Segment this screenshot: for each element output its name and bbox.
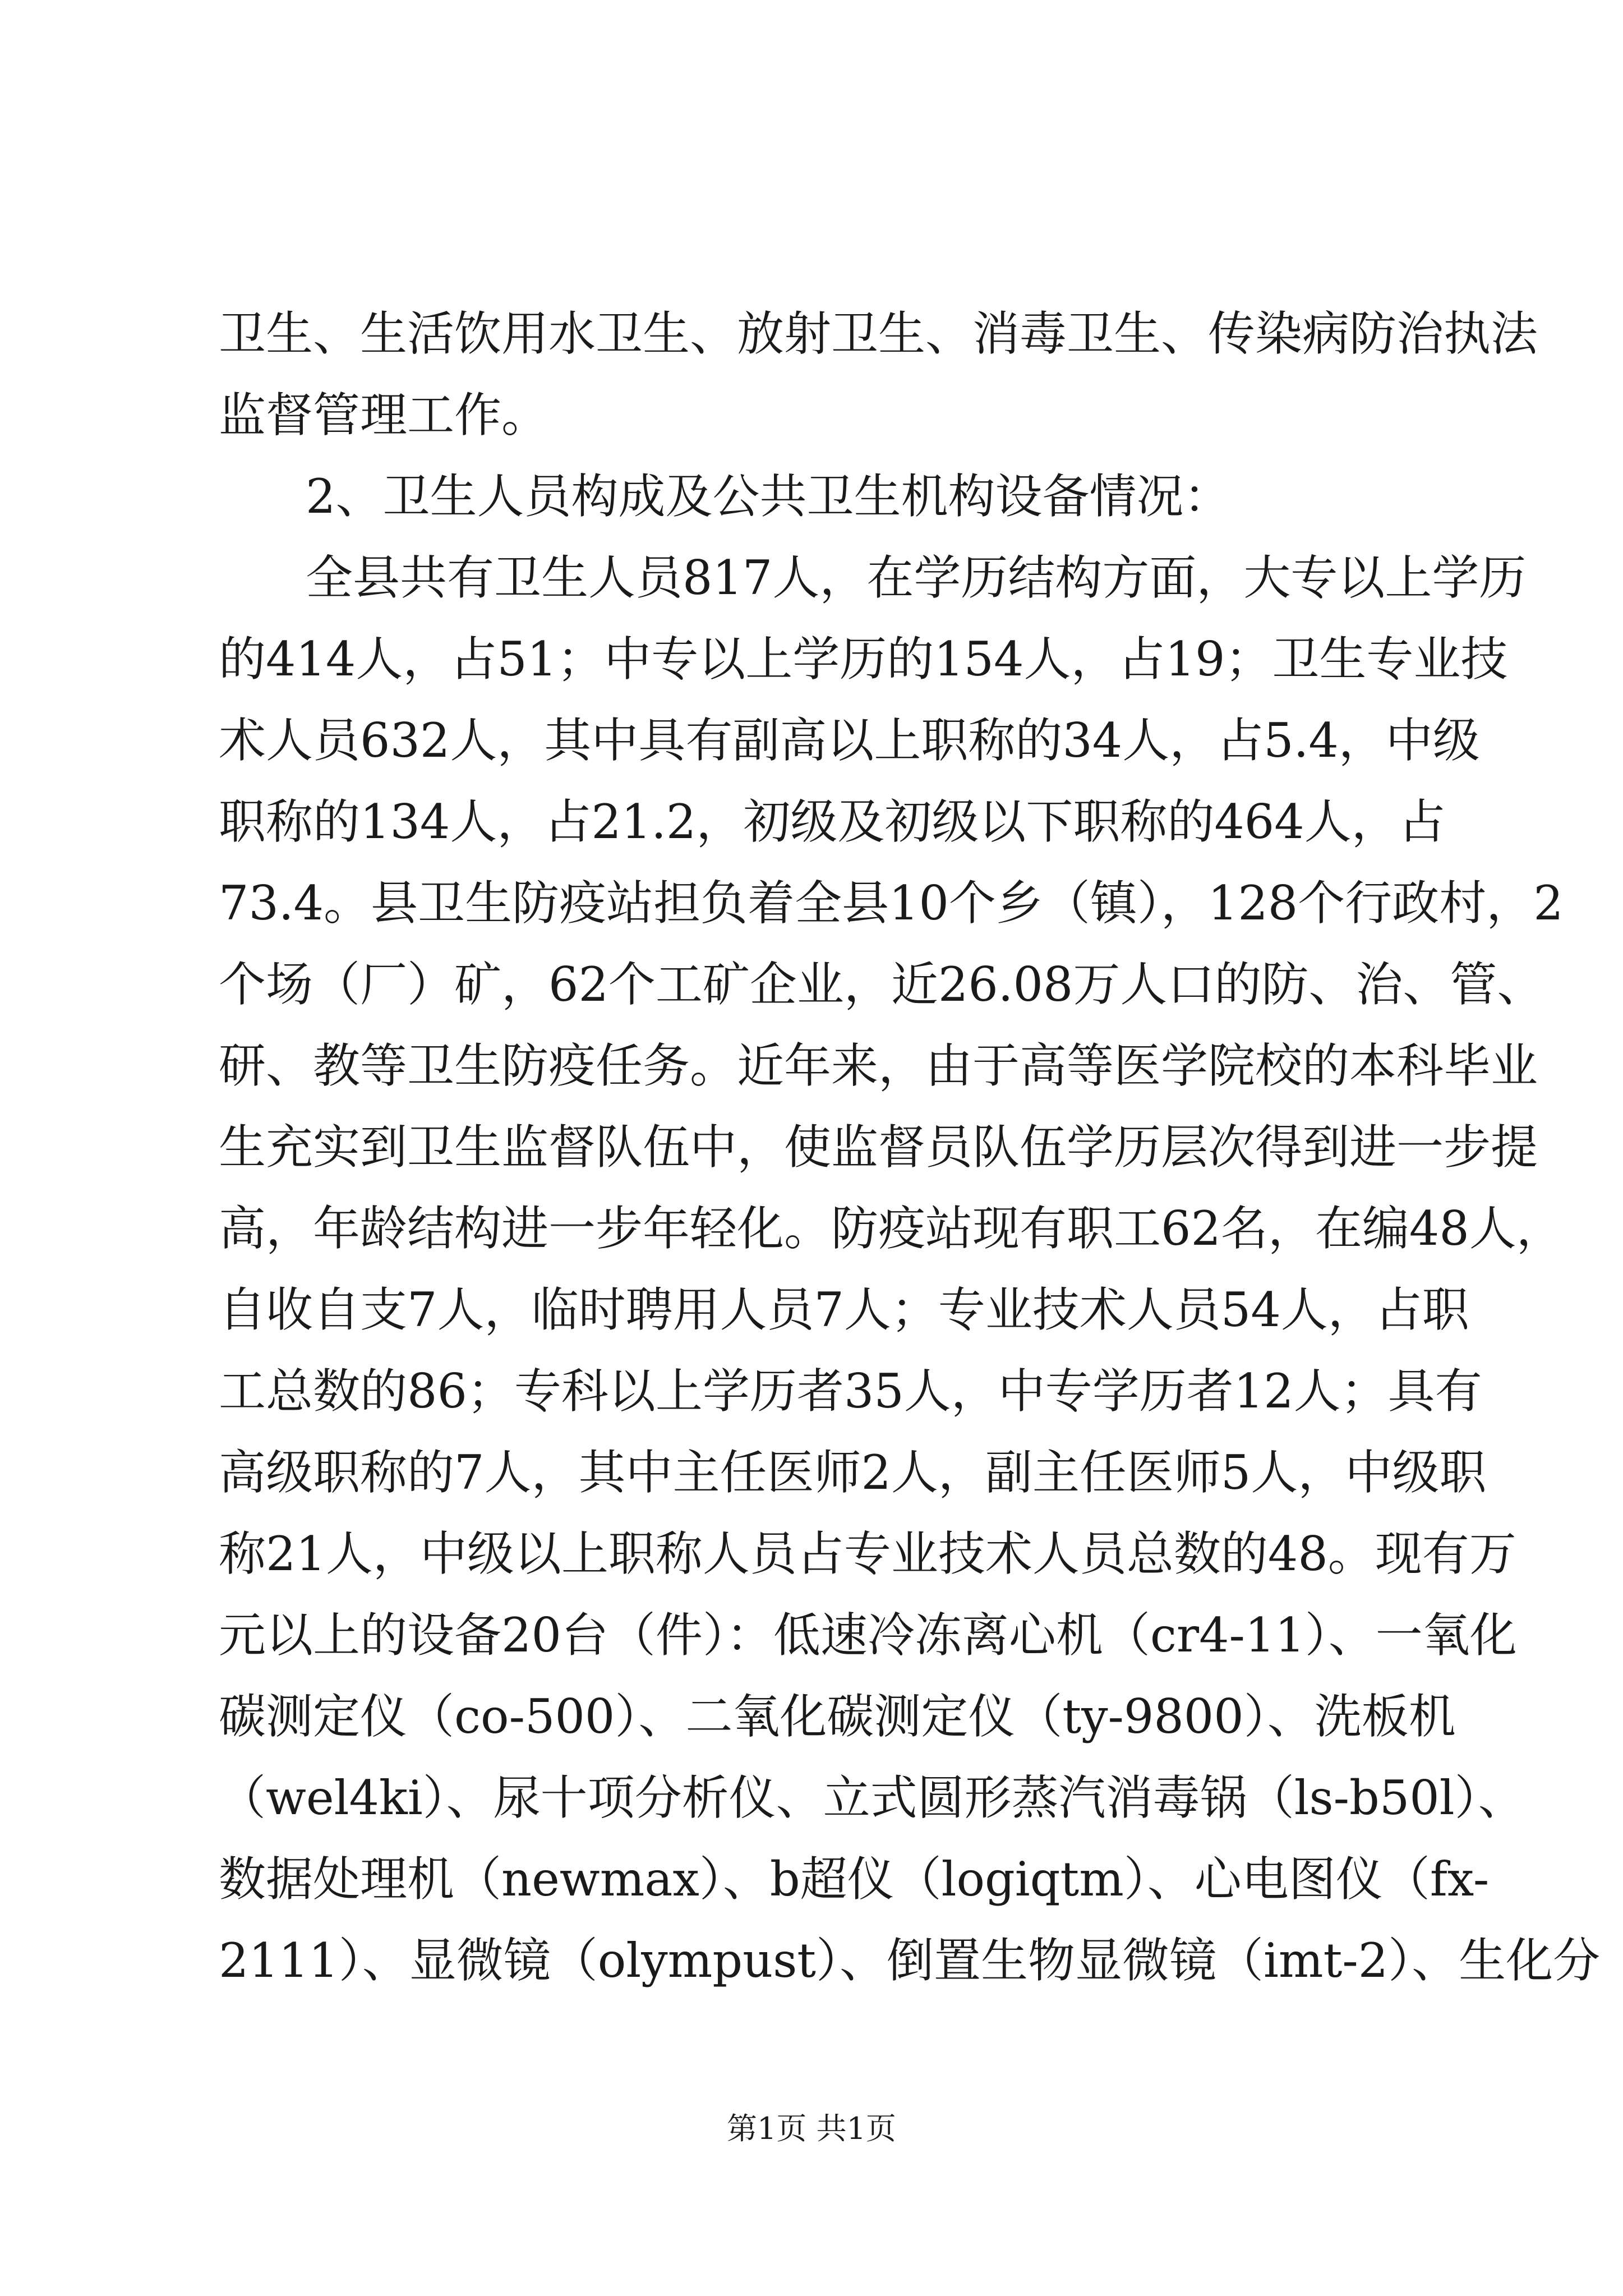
body-text-line: 2111）、显微镜（olympust）、倒置生物显微镜（imt-2）、生化分 [219, 1933, 1601, 1988]
body-text-line: 数据处理机（newmax）、b超仪（logiqtm）、心电图仪（fx- [219, 1852, 1490, 1907]
page-footer: 第1页 共1页 [727, 2111, 896, 2146]
body-text-line: 生充实到卫生监督队伍中，使监督员队伍学历层次得到进一步提 [219, 1120, 1538, 1175]
body-text-line: 工总数的86；专科以上学历者35人，中专学历者12人；具有 [219, 1364, 1482, 1419]
body-text-line: 卫生、生活饮用水卫生、放射卫生、消毒卫生、传染病防治执法 [219, 306, 1538, 361]
body-text-line: 职称的134人，占21.2，初级及初级以下职称的464人，占 [219, 794, 1446, 849]
body-text-line: 称21人，中级以上职称人员占专业技术人员总数的48。现有万 [219, 1526, 1516, 1581]
body-text-line: 高，年龄结构进一步年轻化。防疫站现有职工62名，在编48人， [219, 1201, 1564, 1256]
body-text-line: 的414人，占51；中专以上学历的154人，占19；卫生专业技 [219, 632, 1508, 687]
body-text-line: 个场（厂）矿，62个工矿企业，近26.08万人口的防、治、管、 [219, 957, 1544, 1012]
body-text-line: 碳测定仪（co-500）、二氧化碳测定仪（ty-9800）、洗板机 [219, 1689, 1456, 1744]
body-text-line: 研、教等卫生防疫任务。近年来，由于高等医学院校的本科毕业 [219, 1038, 1538, 1093]
body-text-line: 监督管理工作。 [219, 388, 549, 443]
body-text-line: 术人员632人，其中具有副高以上职称的34人，占5.4，中级 [219, 713, 1480, 768]
body-text-line: 全县共有卫生人员817人，在学历结构方面，大专以上学历 [306, 550, 1527, 605]
body-text-line: 自收自支7人，临时聘用人员7人；专业技术人员54人，占职 [219, 1282, 1469, 1337]
section-heading: 2、卫生人员构成及公共卫生机构设备情况： [306, 469, 1231, 524]
body-text-line: （wel4ki）、尿十项分析仪、立式圆形蒸汽消毒锅（ls-b50l）、 [219, 1770, 1525, 1825]
body-text-line: 高级职称的7人，其中主任医师2人，副主任医师5人，中级职 [219, 1445, 1487, 1500]
body-text-line: 元以上的设备20台（件）：低速冷冻离心机（cr4-11）、一氧化 [219, 1608, 1517, 1663]
body-text-line: 73.4。县卫生防疫站担负着全县10个乡（镇），128个行政村，2 [219, 876, 1564, 931]
